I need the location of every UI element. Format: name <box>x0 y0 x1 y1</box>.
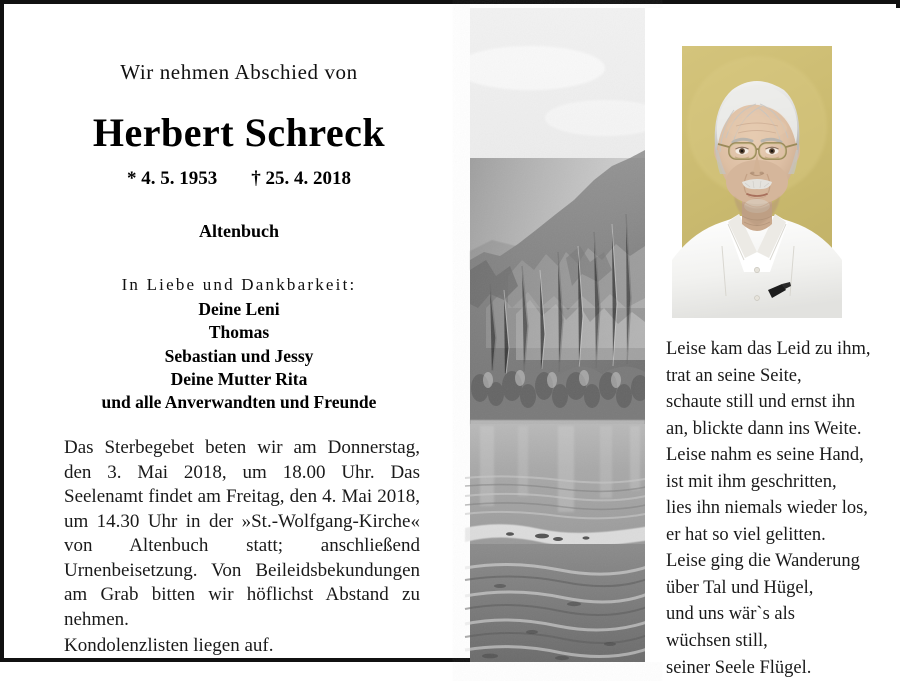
landscape-photo <box>470 8 645 662</box>
poem-line: ist mit ihm geschritten, <box>666 471 837 492</box>
mourner-item: Thomas <box>208 322 270 343</box>
poem-line: schaute still und ernst ihn <box>666 392 856 413</box>
poem-line: er hat so viel gelitten. <box>666 524 826 545</box>
death-date: † 25. 4. 2018 <box>251 168 351 189</box>
mourner-item: Sebastian und Jessy <box>164 345 314 366</box>
landscape-photo-graphic <box>470 8 645 662</box>
condolence-lists-note: Kondolenzlisten liegen auf. <box>64 635 274 656</box>
portrait-photo-graphic <box>682 46 832 318</box>
poem-line: trat an seine Seite, <box>666 365 802 386</box>
mourners-list <box>8 298 470 414</box>
place-name: Altenbuch <box>198 221 279 241</box>
poem-line: über Tal und Hügel, <box>666 577 814 598</box>
right-column <box>645 8 900 678</box>
mourner-item: Deine Mutter Rita <box>170 368 308 389</box>
poem-line: und uns wär`s als <box>666 604 795 625</box>
left-text-column <box>8 8 470 662</box>
portrait-photo <box>682 46 832 318</box>
poem-line: wüchsen still, <box>666 631 768 652</box>
poem-line: lies ihn niemals wieder los, <box>666 498 868 519</box>
dedication-line: In Liebe und Dankbarkeit: <box>121 275 357 294</box>
mourner-item: und alle Anverwandten und Freunde <box>101 392 377 413</box>
poem-line: Leise nahm es seine Hand, <box>666 445 864 466</box>
service-details-paragraph: Das Sterbegebet beten wir am Donnerstag, den 3. Mai 2018, um 18.00 Uhr. Das Seelenamt findet am Freitag, den 4. Mai 2018, um 14.30 Uhr in der »St.-Wolfgang-Kirche« von Altenbuch statt; anschließend Urnenbeisetzung. Von Beileidsbekundungen am Grab bitten wir höflichst Abstand zu nehmen. <box>64 437 420 630</box>
poem-line: an, blickte dann ins Weite. <box>666 418 862 439</box>
salutation-line: Wir nehmen Abschied von <box>120 60 358 84</box>
deceased-name: Herbert Schreck <box>92 110 386 155</box>
service-details <box>64 436 420 659</box>
poem-line: Leise ging die Wanderung <box>666 551 860 572</box>
poem-line: seiner Seele Flügel. <box>666 657 812 678</box>
life-dates <box>8 168 470 190</box>
mourner-item: Deine Leni <box>198 299 280 319</box>
poem-line: Leise kam das Leid zu ihm, <box>666 339 871 359</box>
birth-date: * 4. 5. 1953 <box>127 168 218 189</box>
memorial-poem <box>666 336 896 681</box>
